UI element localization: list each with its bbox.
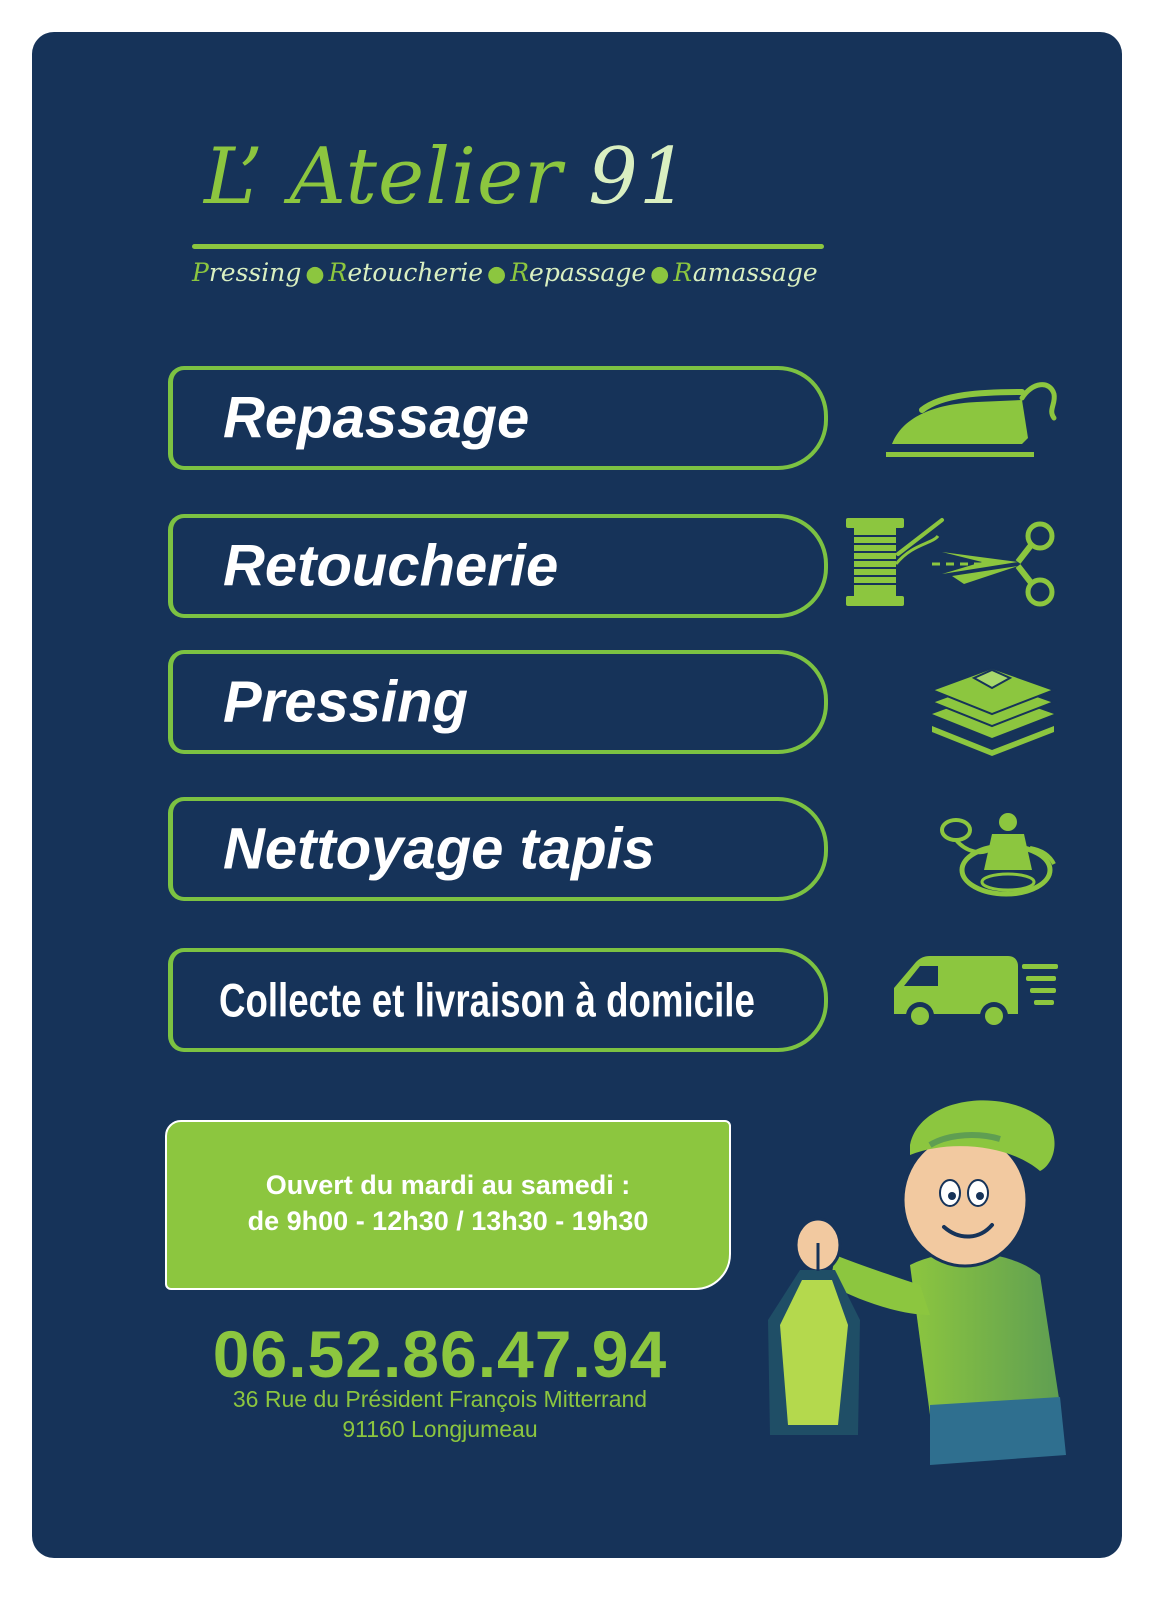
service-label: Repassage — [223, 385, 530, 451]
tagline-word: ressing — [208, 258, 302, 287]
service-repassage — [168, 366, 828, 470]
opening-hours-days: Ouvert du mardi au samedi : — [265, 1170, 631, 1200]
tagline-word: etoucherie — [347, 258, 484, 287]
brand-tagline — [192, 258, 818, 287]
carpet-cleaning-icon — [936, 808, 1060, 904]
bullet-icon: ● — [650, 262, 670, 287]
opening-hours-box — [165, 1120, 731, 1290]
service-label: Collecte et livraison à domicile — [219, 973, 755, 1027]
folded-clothes-icon — [926, 656, 1060, 756]
service-collecte-livraison — [168, 948, 828, 1052]
address-street: 36 Rue du Président François Mitterrand — [232, 1386, 648, 1412]
tagline-cap: P — [192, 258, 209, 287]
tagline-word: amassage — [692, 258, 818, 287]
phone-number[interactable]: 06.52.86.47.94 — [212, 1317, 668, 1391]
service-label: Nettoyage tapis — [223, 816, 655, 882]
service-label: Retoucherie — [223, 533, 559, 599]
tagline-cap: R — [328, 258, 348, 287]
service-pressing — [168, 650, 828, 754]
tagline-cap: R — [510, 258, 530, 287]
brand-title — [204, 132, 690, 222]
brand-title-main: L’ Atelier — [204, 132, 563, 222]
thread-scissors-icon — [842, 514, 1062, 614]
delivery-van-icon — [890, 952, 1062, 1032]
service-retoucherie — [168, 514, 828, 618]
brand-divider — [192, 244, 824, 249]
tagline-word: epassage — [529, 258, 647, 287]
bullet-icon: ● — [487, 262, 507, 287]
mascot-illustration — [760, 1075, 1090, 1495]
brand-title-number: 91 — [588, 132, 690, 222]
service-label: Pressing — [223, 669, 468, 735]
tagline-cap: R — [673, 258, 693, 287]
opening-hours-times: de 9h00 - 12h30 / 13h30 - 19h30 — [247, 1206, 649, 1236]
iron-icon — [882, 378, 1062, 462]
service-nettoyage-tapis — [168, 797, 828, 901]
address-city: 91160 Longjumeau — [342, 1416, 538, 1442]
bullet-icon: ● — [305, 262, 325, 287]
